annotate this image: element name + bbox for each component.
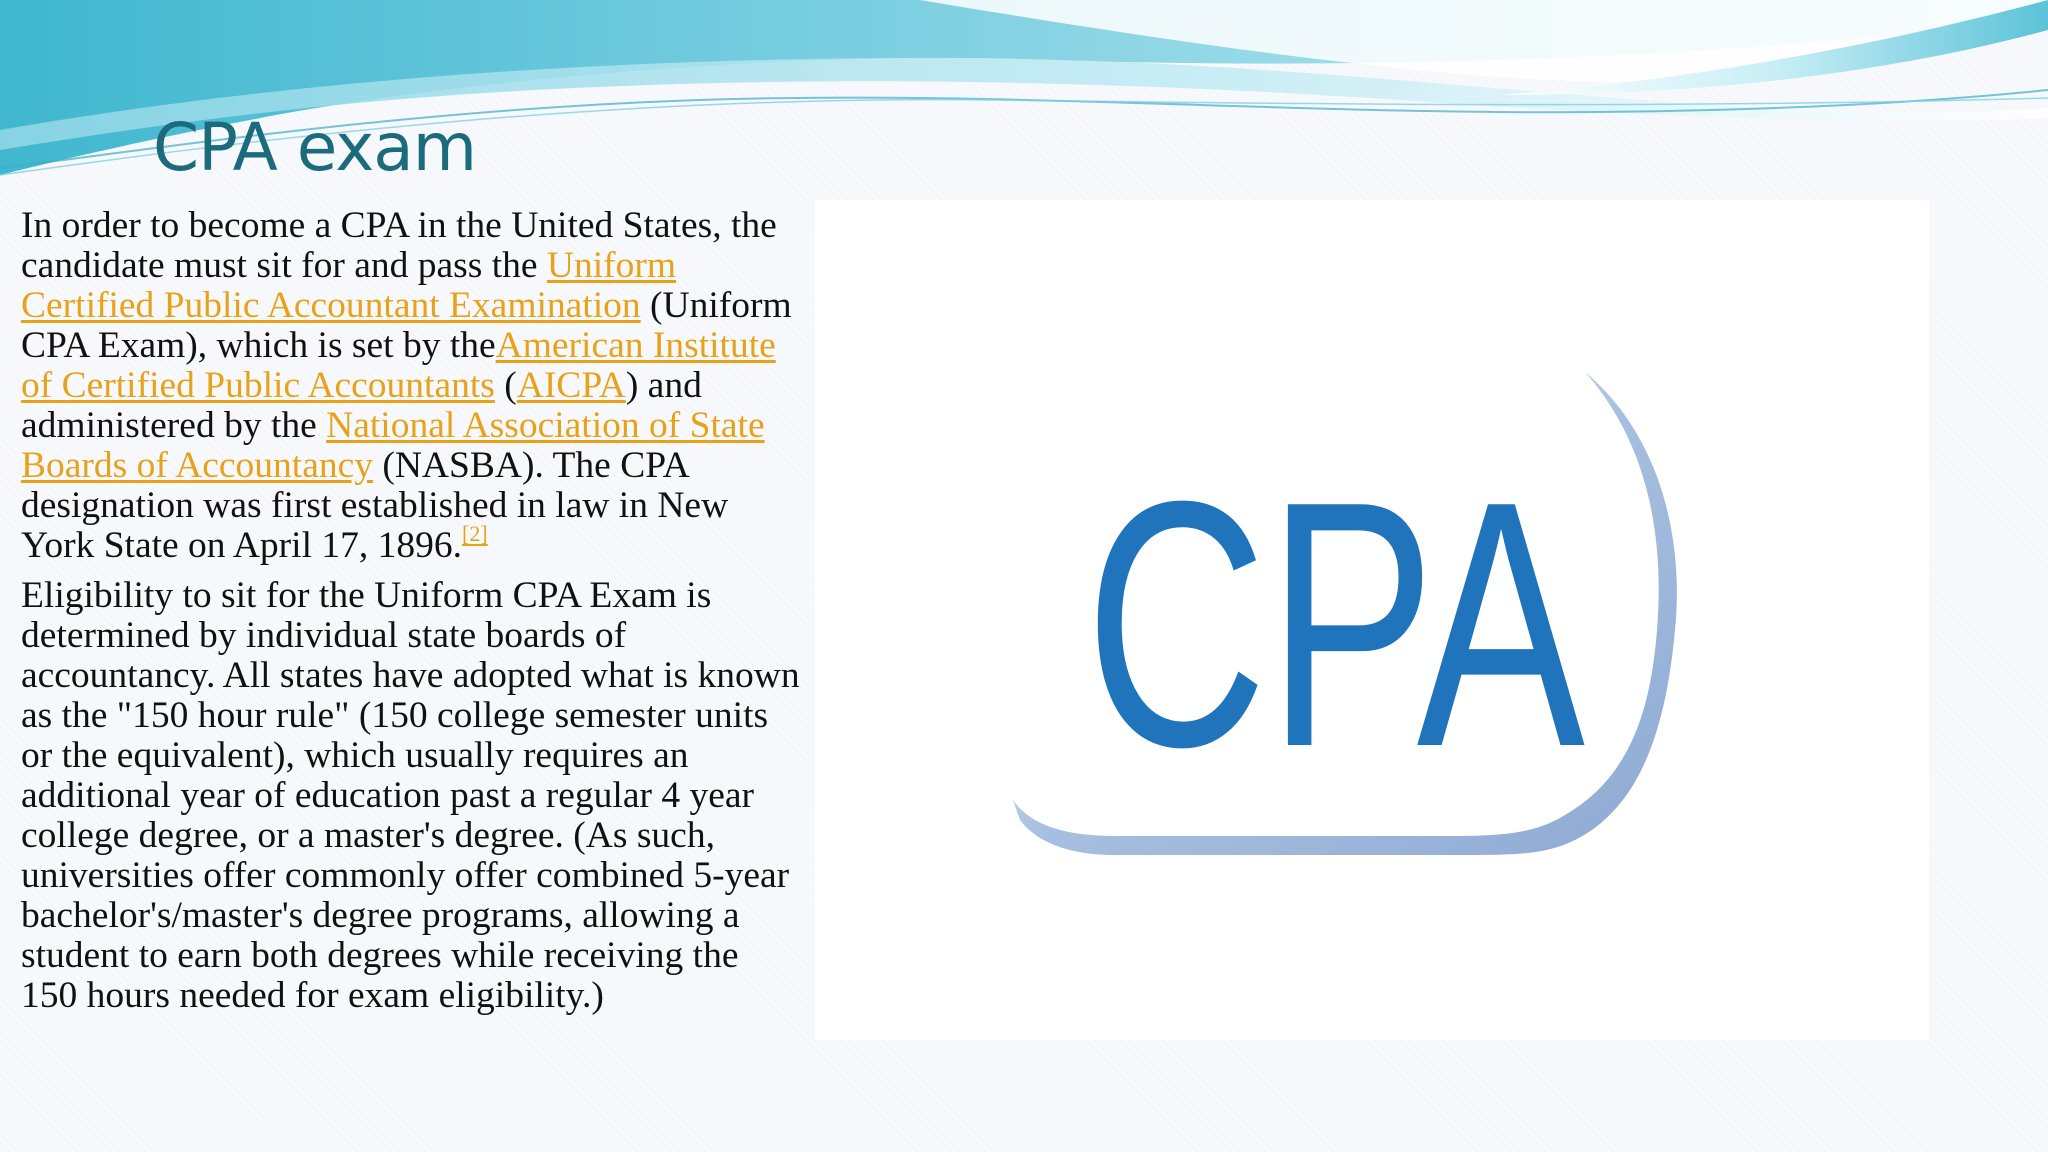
paragraph-text: ) and administered by the xyxy=(21,365,702,446)
link-aicpa[interactable]: AICPA xyxy=(516,365,626,406)
paragraph-text: (Uniform CPA Exam), which is set by the xyxy=(21,285,792,366)
link-uniform-cpa-exam[interactable]: Uniform Certified Public Accountant Examination xyxy=(21,245,677,326)
paragraph-eligibility: Eligibility to sit for the Uniform CPA Exam is determined by individual state boards of accountancy. All states have adopted what is known as the "150 hour rule" (150 college semester units or the equivalent), which usually requires an additional year of education past a regular 4 year college degree, or a master's degree. (As such, universities offer commonly offer combined 5-year bachelor's/master's degree programs, allowing a student to earn both degrees while receiving the 150 hours needed for exam eligibility.) xyxy=(21,575,800,1016)
body-text xyxy=(21,206,801,1016)
paragraph-text: In order to become a CPA in the United States, the candidate must sit for and pass the xyxy=(21,205,777,286)
paragraph-cpa-exam xyxy=(21,206,801,566)
paragraph-text: (NASBA). The CPA designation was first established in law in New York State on April 17, 1896. xyxy=(21,445,729,566)
citation-link[interactable]: [2] xyxy=(462,521,488,546)
cpa-logo-image xyxy=(815,200,1929,1040)
logo-text: CPA xyxy=(1085,429,1587,820)
slide-title: CPA exam xyxy=(153,109,477,186)
paragraph-text: ( xyxy=(494,365,517,406)
cpa-logo xyxy=(815,200,1929,1040)
link-nasba[interactable]: National Association of State Boards of Accountancy xyxy=(21,405,765,486)
link-aicpa-full-name[interactable]: American Institute of Certified Public Accountants xyxy=(21,325,776,406)
